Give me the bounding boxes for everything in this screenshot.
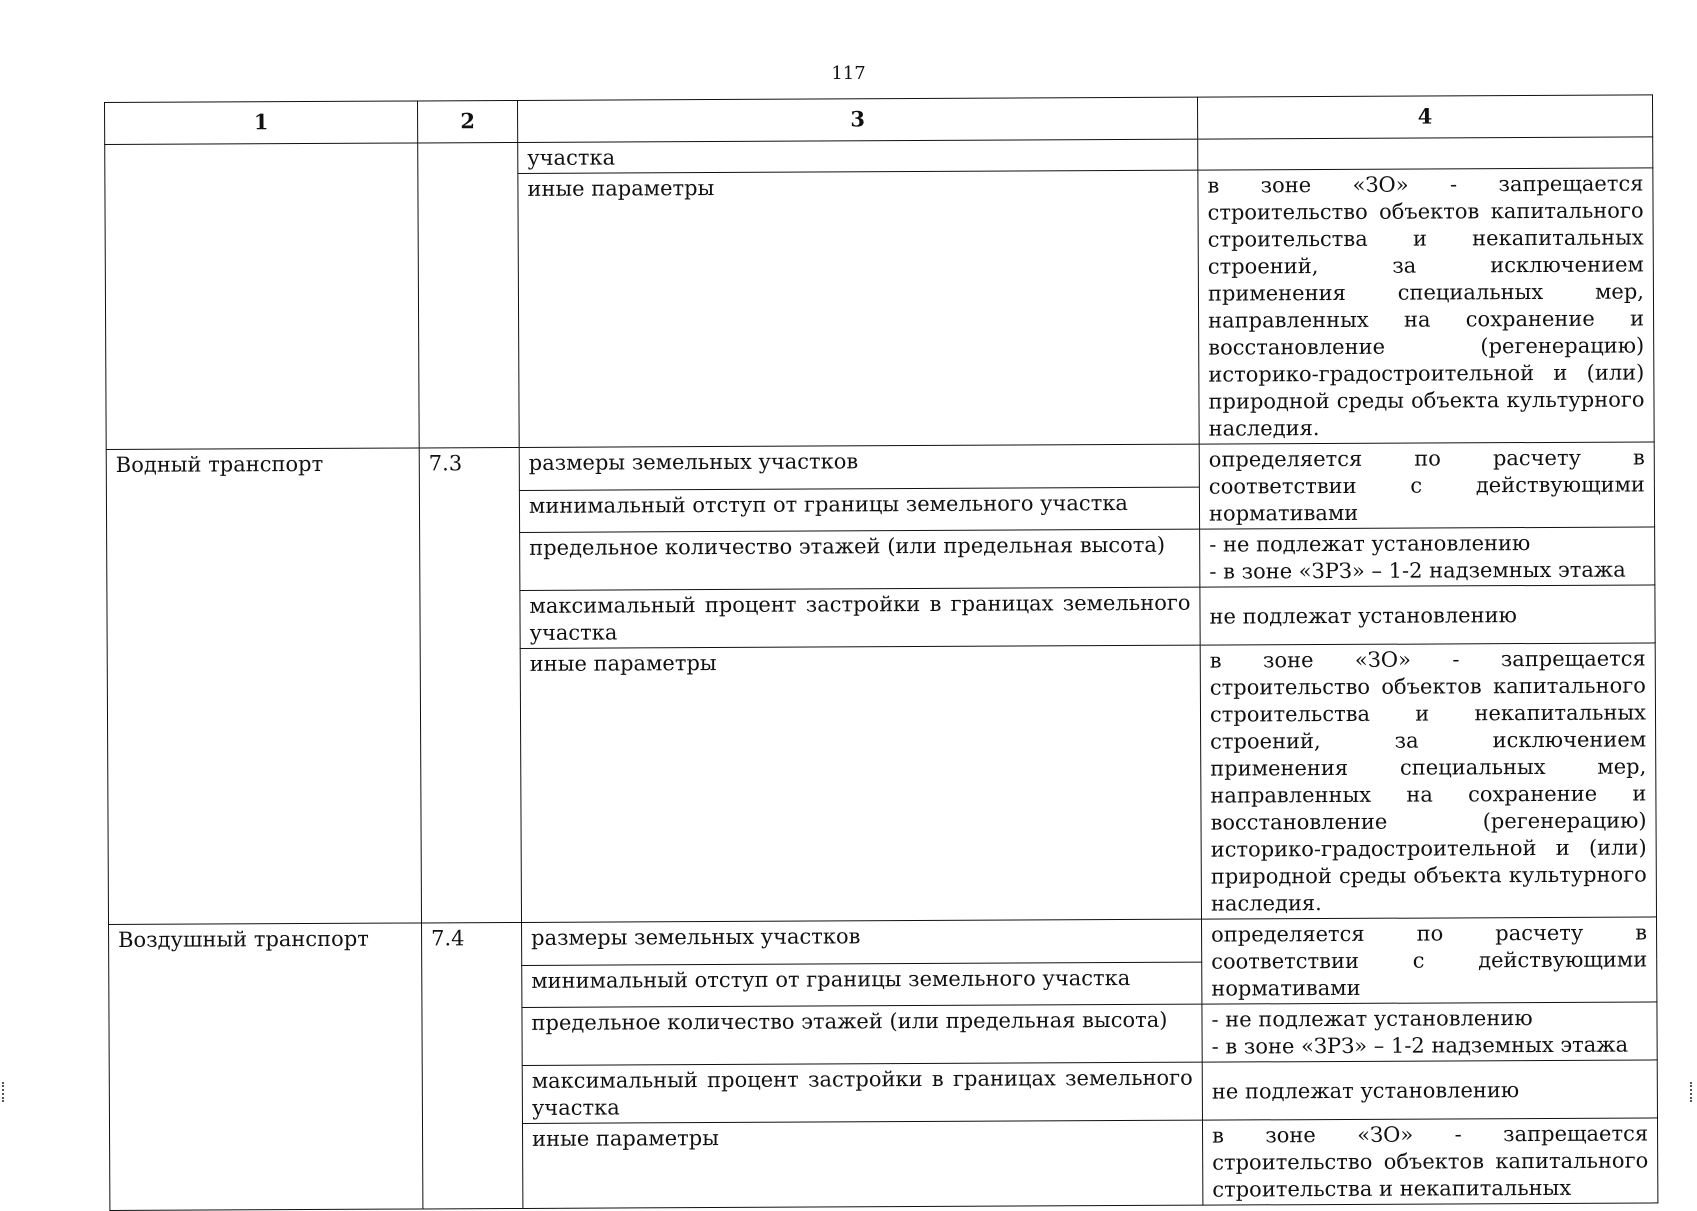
- use-type-cell: Воздушный транспорт: [109, 923, 423, 1211]
- use-code-cell: 7.3: [419, 447, 521, 922]
- parameter-cell: иные параметры: [522, 1120, 1202, 1208]
- value-line: - не подлежат установлению: [1209, 531, 1531, 557]
- parameter-cell: размеры земельных участков: [522, 919, 1202, 965]
- value-cell: в зоне «ЗО» - запрещается строительство объектов капитального строительства и некапитальных строений, за исключением применения специальных мер, направленных на сохранение и восстановление (регенерацию) историко-градостроительной и (или) природной среды объекта культурного наследия.: [1200, 643, 1656, 919]
- parameter-cell: иные параметры: [518, 170, 1199, 447]
- value-cell: [1200, 527, 1655, 587]
- use-code-cell: 7.4: [422, 922, 523, 1208]
- value-cell: не подлежат установлению: [1202, 1060, 1657, 1120]
- value-cell: в зоне «ЗО» - запрещается строительство объектов капитального строительства и некапитальных строений, за исключением применения специальных мер, направленных на сохранение и восстановление (регенерацию) историко-градостроительной и (или) природной среды объекта культурного наследия.: [1198, 168, 1654, 444]
- scan-edge-mark: [1690, 1082, 1694, 1102]
- column-header: 1: [105, 101, 418, 145]
- scan-edge-mark: [2, 1082, 6, 1102]
- column-header: 3: [517, 97, 1197, 142]
- use-type-cell: Водный транспорт: [106, 448, 421, 925]
- parameter-cell: размеры земельных участков: [519, 444, 1199, 490]
- parameter-cell: предельное количество этажей (или предельная высота): [522, 1004, 1202, 1065]
- regulations-table: [104, 94, 1658, 1211]
- parameter-cell: максимальный процент застройки в границах земельного участка: [522, 1062, 1202, 1123]
- table-row: [106, 442, 1654, 492]
- value-cell: определяется по расчету в соответствии с действующими нормативами: [1199, 442, 1654, 529]
- parameter-cell: максимальный процент застройки в границах земельного участка: [520, 587, 1200, 648]
- value-cell: определяется по расчету в соответствии с действующими нормативами: [1202, 917, 1657, 1004]
- parameter-cell: минимальный отступ от границы земельного участка: [519, 487, 1199, 533]
- parameter-cell: предельное количество этажей (или предельная высота): [520, 529, 1200, 590]
- value-cell: [1198, 137, 1653, 170]
- page-number: 117: [831, 63, 866, 84]
- use-type-cell: [105, 143, 419, 450]
- value-line: - в зоне «ЗРЗ» – 1-2 надземных этажа: [1211, 1032, 1629, 1059]
- parameter-cell: минимальный отступ от границы земельного участка: [522, 962, 1202, 1008]
- table-header-row: [105, 95, 1653, 145]
- parameter-cell: иные параметры: [520, 645, 1201, 922]
- value-cell: в зоне «ЗО» - запрещается строительство объектов капитального строительства и некапитальных: [1202, 1118, 1657, 1205]
- value-line: - в зоне «ЗРЗ» – 1-2 надземных этажа: [1209, 557, 1626, 584]
- parameter-cell: участка: [518, 139, 1198, 173]
- use-code-cell: [418, 142, 519, 447]
- column-header: 4: [1197, 95, 1652, 139]
- column-header: 2: [417, 100, 517, 142]
- value-cell: не подлежат установлению: [1200, 585, 1655, 645]
- value-line: - не подлежат установлению: [1211, 1006, 1533, 1032]
- table-row: [109, 917, 1657, 967]
- value-cell: [1202, 1002, 1657, 1062]
